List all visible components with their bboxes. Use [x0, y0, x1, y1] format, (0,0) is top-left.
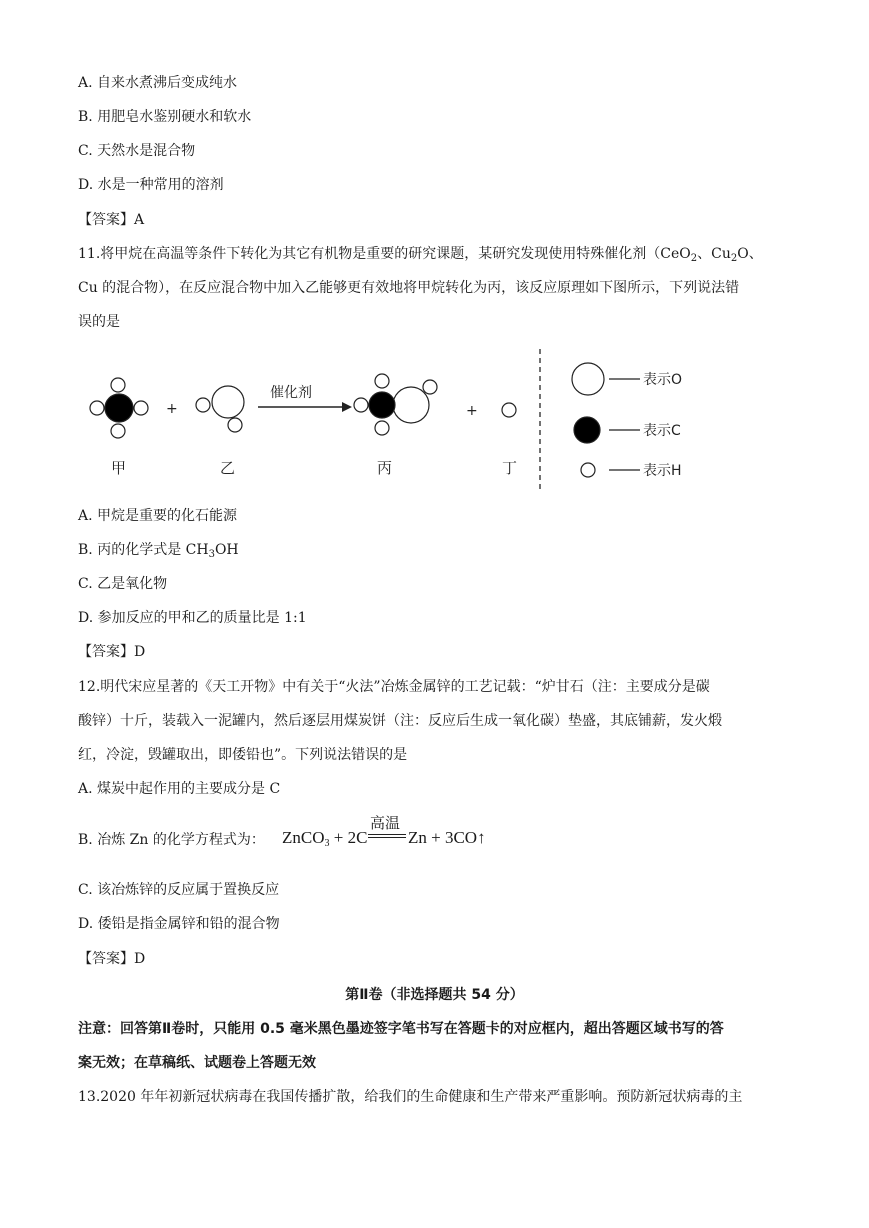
q12-answer: 【答案】D	[78, 951, 146, 967]
reaction-diagram	[80, 345, 720, 495]
q11-option-c: C. 乙是氧化物	[78, 576, 168, 592]
legend-h: 表示H	[643, 463, 682, 479]
equation-equals	[368, 834, 406, 838]
q10-option-a: A. 自来水煮沸后变成纯水	[78, 75, 238, 91]
molecule-jia	[90, 378, 148, 438]
label-ding: 丁	[502, 459, 518, 477]
q11-stem-line2: Cu 的混合物），在反应混合物中加入乙能够更有效地将甲烷转化为丙，该反应原理如下图所示，下列说法错	[78, 280, 740, 296]
q12-option-d: D. 倭铅是指金属锌和铅的混合物	[78, 916, 280, 932]
q12-option-c: C. 该冶炼锌的反应属于置换反应	[78, 882, 280, 898]
q11-option-b: B. 丙的化学式是 $CH_3OH$	[78, 542, 239, 560]
label-jia: 甲	[111, 459, 127, 477]
section-note-line2: 案无效；在草稿纸、试题卷上答题无效	[78, 1055, 316, 1071]
legend-c: 表示C	[643, 423, 681, 439]
q11-stem-line3: 误的是	[78, 314, 120, 330]
label-yi: 乙	[220, 459, 236, 477]
q11-answer: 【答案】D	[78, 644, 146, 660]
section-note-line1: 注意：回答第Ⅱ卷时，只能用 0.5 毫米黑色墨迹签字笔书写在答题卡的对应框内，超出答题区域书写的答	[78, 1021, 724, 1037]
q10-option-d: D. 水是一种常用的溶剂	[78, 177, 224, 193]
equation-condition: 高温	[370, 816, 401, 832]
catalyst-label: 催化剂	[270, 385, 312, 401]
q11-option-d: D. 参加反应的甲和乙的质量比是 1:1	[78, 610, 307, 626]
plus-2: +	[466, 403, 478, 419]
label-bing: 丙	[377, 459, 393, 477]
q13-stem-line1: 13.2020 年年初新冠状病毒在我国传播扩散，给我们的生命健康和生产带来严重影响。预防新冠状病毒的主	[78, 1089, 743, 1105]
equation-left: ZnCO$_3$ + 2C	[282, 828, 368, 849]
q12-stem-line2: 酸锌）十斤，装载入一泥罐内，然后逐层用煤炭饼（注：反应后生成一氧化碳）垫盛，其底铺薪，发火煅	[78, 713, 722, 729]
q12-option-b: B. 冶炼 Zn 的化学方程式为：	[78, 832, 265, 848]
molecule-yi	[196, 386, 244, 432]
q12-stem-line1: 12.明代宋应星著的《天工开物》中有关于“火法”冶炼金属锌的工艺记载：“炉甘石（注：主要成分是碳	[78, 679, 710, 695]
q10-option-b: B. 用肥皂水鉴别硬水和软水	[78, 109, 252, 125]
equation-right: Zn + 3CO↑	[408, 828, 486, 847]
legend	[572, 363, 640, 477]
q11-stem-line1: 11.将甲烷在高温等条件下转化为其它有机物是重要的研究课题，某研究发现使用特殊催化剂（CeO$_2$、$Cu_2O$、	[78, 246, 763, 264]
plus-1: +	[166, 401, 178, 417]
section-title: 第Ⅱ卷（非选择题共 54 分）	[345, 987, 524, 1003]
legend-o: 表示O	[643, 372, 683, 388]
q10-answer: 【答案】A	[78, 212, 145, 228]
q12-stem-line3: 红，冷淀，毁罐取出，即倭铅也”。下列说法错误的是	[78, 747, 408, 763]
q12-option-a: A. 煤炭中起作用的主要成分是 C	[78, 781, 281, 797]
q11-option-a: A. 甲烷是重要的化石能源	[78, 508, 238, 524]
q10-option-c: C. 天然水是混合物	[78, 143, 196, 159]
molecule-ding	[502, 403, 516, 417]
molecule-bing	[354, 374, 437, 435]
